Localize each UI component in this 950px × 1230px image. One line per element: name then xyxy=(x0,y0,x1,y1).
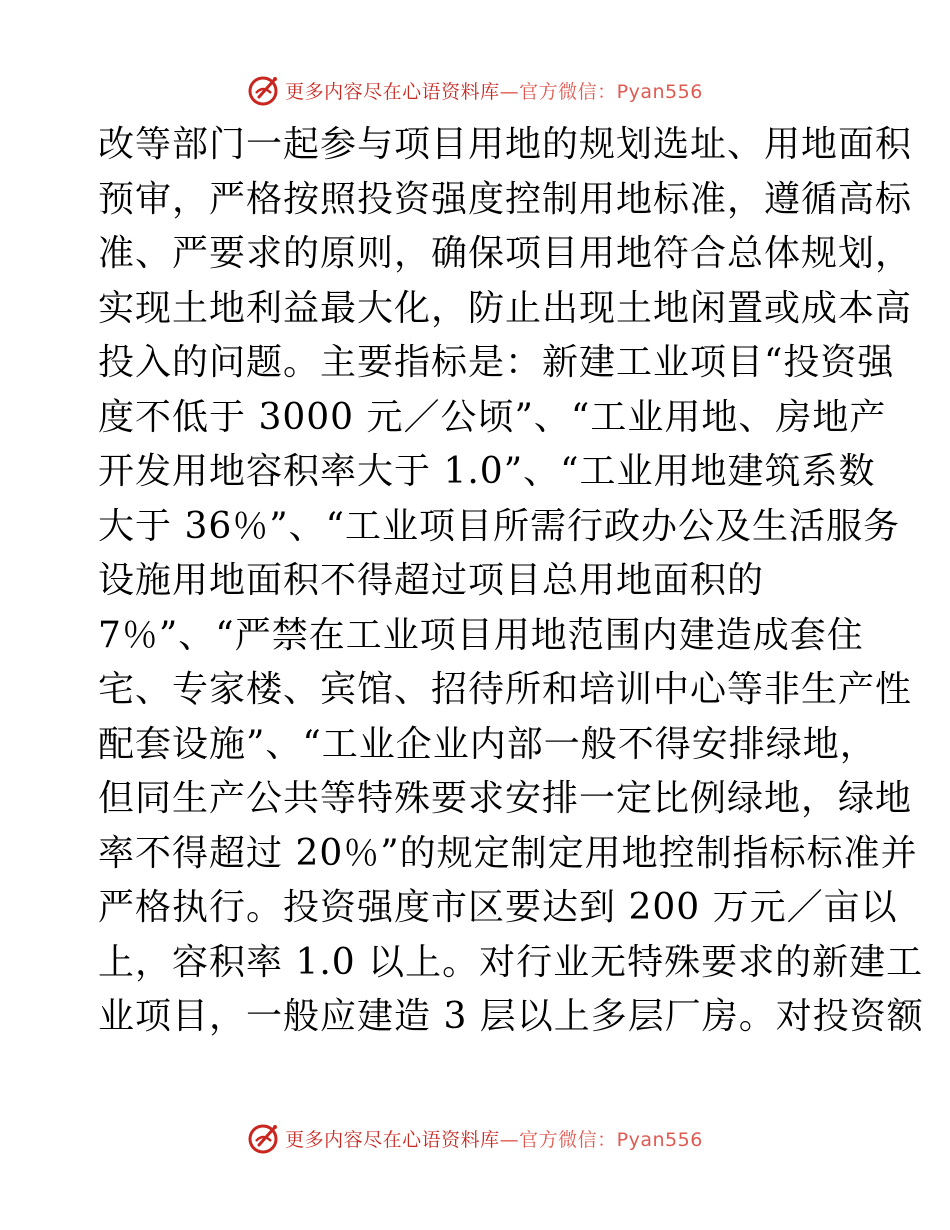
body-line: 大于 36％”、“工业项目所需行政办公及生活服务 xyxy=(98,505,901,547)
body-line: 投入的问题。主要指标是：新建工业项目“投资强 xyxy=(98,342,895,383)
body-line: 设施用地面积不得超过项目总用地面积的 xyxy=(98,560,765,601)
document-body xyxy=(98,118,924,1045)
footer-banner-text xyxy=(285,1125,703,1152)
body-line: 准、严要求的原则，确保项目用地符合总体规划， xyxy=(98,233,913,274)
body-line: 配套设施”、“工业企业内部一般不得安排绿地， xyxy=(98,723,877,765)
body-line: 改等部门一起参与项目用地的规划选址、用地面积 xyxy=(98,124,913,165)
footer-banner-contact: —官方微信：Pyan556 xyxy=(499,1128,703,1151)
body-line: 度不低于 3000 元／公顷”、“工业用地、房地产 xyxy=(98,396,887,438)
header-banner-contact: —官方微信：Pyan556 xyxy=(499,80,703,103)
header-banner-main: 更多内容尽在心语资料库 xyxy=(285,80,500,103)
body-line: 率不得超过 20％”的规定制定用地控制指标标准并 xyxy=(98,832,918,874)
body-line: 预审，严格按照投资强度控制用地标准，遵循高标 xyxy=(98,178,913,220)
footer-banner xyxy=(0,1118,950,1158)
body-line: 实现土地利益最大化，防止出现土地闲置或成本高 xyxy=(98,287,913,329)
body-line: 但同生产公共等特殊要求安排一定比例绿地，绿地 xyxy=(98,778,913,819)
header-banner xyxy=(0,70,950,110)
header-banner-text xyxy=(285,77,703,104)
body-line: 业项目，一般应建造 3 层以上多层厂房。对投资额 xyxy=(98,996,924,1037)
body-line: 上，容积率 1.0 以上。对行业无特殊要求的新建工 xyxy=(98,941,924,983)
body-line: 7％”、“严禁在工业项目用地范围内建造成套住 xyxy=(98,614,864,656)
footer-banner-main: 更多内容尽在心语资料库 xyxy=(285,1128,500,1151)
body-line: 开发用地容积率大于 1.0”、“工业用地建筑系数 xyxy=(98,451,876,492)
book-pen-logo-icon xyxy=(247,1121,281,1155)
body-line: 宅、专家楼、宾馆、招待所和培训中心等非生产性 xyxy=(98,669,913,710)
book-pen-logo-icon xyxy=(247,73,281,107)
body-line: 严格执行。投资强度市区要达到 200 万元／亩以 xyxy=(98,887,898,928)
